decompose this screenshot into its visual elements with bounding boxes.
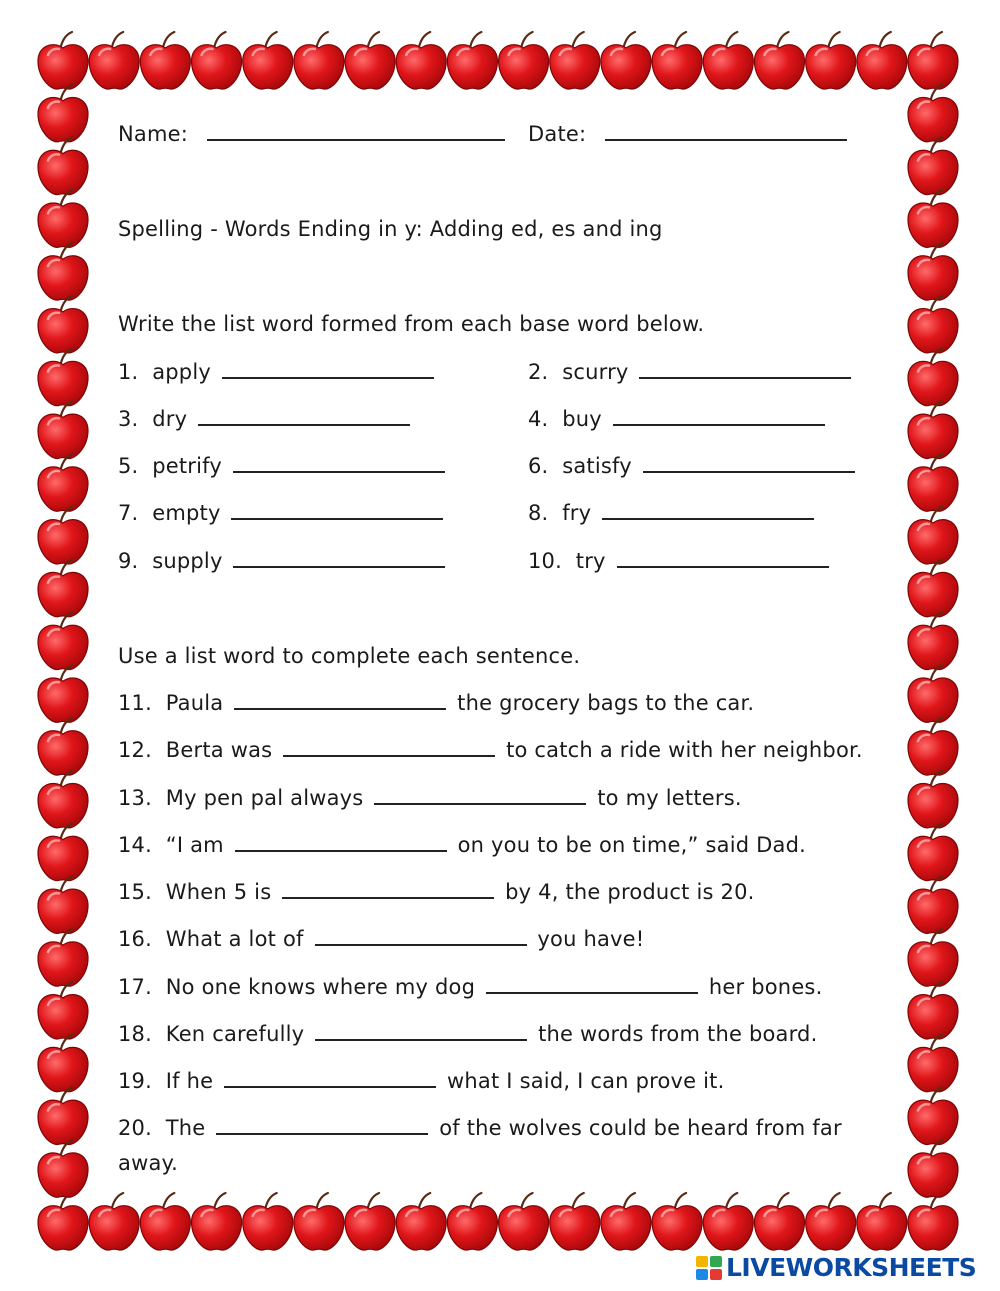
apple-icon — [345, 32, 395, 89]
sentence-start: “I am — [165, 833, 224, 857]
apple-icon — [38, 1140, 88, 1197]
word-item — [528, 409, 829, 430]
answer-blank[interactable] — [234, 707, 446, 710]
apple-icon — [396, 32, 446, 89]
sentence-end: of the wolves could be heard from far away. — [118, 1116, 842, 1175]
word-item — [118, 362, 438, 383]
apple-icon — [754, 32, 804, 89]
apple-icon — [908, 1140, 958, 1197]
apple-icon — [447, 32, 497, 89]
apple-icon — [908, 560, 958, 617]
apple-icon — [550, 1193, 600, 1250]
sentence-end: on you to be on time,” said Dad. — [457, 833, 807, 857]
base-word: satisfy — [562, 454, 632, 478]
sentence-end: what I said, I can prove it. — [447, 1069, 725, 1093]
word-item — [528, 362, 855, 383]
item-number: 1. — [118, 360, 139, 384]
answer-blank[interactable] — [374, 802, 586, 805]
answer-blank[interactable] — [235, 849, 447, 852]
apple-icon — [908, 454, 958, 511]
apple-icon — [38, 32, 88, 89]
apple-icon — [38, 982, 88, 1039]
item-number: 17. — [118, 975, 152, 999]
answer-blank[interactable] — [602, 517, 814, 520]
sentence-end: to catch a ride with her neighbor. — [506, 738, 863, 762]
apple-icon — [38, 138, 88, 195]
word-item — [528, 551, 833, 572]
item-number: 14. — [118, 833, 152, 857]
apple-icon — [192, 32, 242, 89]
apple-icon — [38, 454, 88, 511]
apple-icon — [908, 190, 958, 247]
sentence-start: The — [165, 1116, 206, 1140]
apple-icon — [38, 560, 88, 617]
base-word: apply — [152, 360, 211, 384]
item-number: 19. — [118, 1069, 152, 1093]
sentence-item — [118, 977, 822, 998]
brand-name: LIVEWORKSHEETS — [726, 1253, 977, 1282]
sentence-end: the words from the board. — [538, 1022, 818, 1046]
sentence-end: to my letters. — [597, 786, 742, 810]
liveworksheets-logo-icon — [696, 1256, 722, 1280]
apple-icon — [38, 1035, 88, 1092]
item-number: 13. — [118, 786, 152, 810]
section2-instructions: Use a list word to complete each sentence. — [118, 644, 581, 668]
base-word: petrify — [152, 454, 223, 478]
sentence-start: Berta was — [165, 738, 273, 762]
apple-icon — [806, 1193, 856, 1250]
sentence-start: When 5 is — [165, 880, 272, 904]
apple-icon — [908, 507, 958, 564]
sentence-start: No one knows where my dog — [165, 975, 476, 999]
apple-icon — [703, 32, 753, 89]
base-word: fry — [562, 501, 592, 525]
sentence-item — [118, 693, 754, 714]
apple-icon — [754, 1193, 804, 1250]
sentence-end: the grocery bags to the car. — [457, 691, 755, 715]
apple-icon — [550, 32, 600, 89]
date-blank[interactable] — [605, 138, 847, 141]
word-item — [118, 503, 447, 524]
word-item — [528, 456, 859, 477]
apple-icon — [601, 32, 651, 89]
answer-blank[interactable] — [315, 1038, 527, 1041]
word-item — [528, 503, 818, 524]
apple-icon — [908, 929, 958, 986]
item-number: 18. — [118, 1022, 152, 1046]
answer-blank[interactable] — [233, 565, 445, 568]
answer-blank[interactable] — [613, 423, 825, 426]
item-number: 20. — [118, 1116, 152, 1140]
apple-icon — [908, 401, 958, 458]
apple-icon — [140, 1193, 190, 1250]
answer-blank[interactable] — [486, 991, 698, 994]
sentence-end: you have! — [537, 927, 645, 951]
apple-icon — [447, 1193, 497, 1250]
sentence-start: Ken carefully — [165, 1022, 305, 1046]
apple-icon — [908, 349, 958, 406]
apple-icon — [652, 32, 702, 89]
sentence-item — [118, 740, 863, 761]
section1-instructions: Write the list word formed from each base word below. — [118, 312, 705, 336]
sentence-item — [118, 835, 806, 856]
apple-icon — [345, 1193, 395, 1250]
apple-icon — [38, 85, 88, 142]
apple-icon — [89, 32, 139, 89]
apple-icon — [243, 1193, 293, 1250]
apple-icon — [908, 824, 958, 881]
apple-icon — [38, 613, 88, 670]
liveworksheets-brand — [696, 1252, 996, 1284]
sentence-item — [118, 1111, 858, 1181]
item-number: 10. — [528, 549, 562, 573]
base-word: empty — [152, 501, 221, 525]
apple-icon — [908, 771, 958, 828]
apple-icon — [89, 1193, 139, 1250]
apple-icon — [908, 1035, 958, 1092]
apple-icon — [908, 718, 958, 775]
sentence-end: her bones. — [708, 975, 823, 999]
sentence-start: My pen pal always — [165, 786, 364, 810]
item-number: 6. — [528, 454, 549, 478]
base-word: scurry — [562, 360, 629, 384]
apple-icon — [38, 1087, 88, 1144]
apple-icon — [908, 1087, 958, 1144]
apple-icon — [499, 1193, 549, 1250]
answer-blank[interactable] — [639, 376, 851, 379]
base-word: buy — [562, 407, 602, 431]
base-word: try — [575, 549, 606, 573]
answer-blank[interactable] — [224, 1085, 436, 1088]
apple-icon — [908, 876, 958, 933]
answer-blank[interactable] — [617, 565, 829, 568]
item-number: 9. — [118, 549, 139, 573]
apple-icon — [908, 85, 958, 142]
apple-icon — [908, 138, 958, 195]
item-number: 11. — [118, 691, 152, 715]
sentence-item — [118, 788, 742, 809]
item-number: 12. — [118, 738, 152, 762]
item-number: 2. — [528, 360, 549, 384]
answer-blank[interactable] — [231, 517, 443, 520]
date-field — [528, 124, 851, 145]
apple-icon — [294, 32, 344, 89]
apple-icon — [703, 1193, 753, 1250]
apple-icon — [806, 32, 856, 89]
apple-icon — [140, 32, 190, 89]
apple-icon — [38, 1193, 88, 1250]
sentence-item — [118, 882, 755, 903]
answer-blank[interactable] — [216, 1132, 428, 1135]
item-number: 7. — [118, 501, 139, 525]
apple-icon — [908, 243, 958, 300]
apple-icon — [38, 507, 88, 564]
apple-icon — [38, 771, 88, 828]
name-field — [118, 124, 509, 145]
apple-icon — [38, 243, 88, 300]
word-item — [118, 409, 414, 430]
worksheet-title: Spelling - Words Ending in y: Adding ed, es and ing — [118, 217, 663, 241]
apple-icon — [294, 1193, 344, 1250]
item-number: 15. — [118, 880, 152, 904]
sentence-item — [118, 1071, 725, 1092]
apple-icon — [908, 665, 958, 722]
apple-icon — [857, 1193, 907, 1250]
name-label: Name: — [118, 122, 189, 146]
apple-icon — [857, 32, 907, 89]
base-word: supply — [152, 549, 223, 573]
name-blank[interactable] — [207, 138, 505, 141]
apple-icon — [908, 613, 958, 670]
apple-icon — [908, 32, 958, 89]
sentence-end: by 4, the product is 20. — [505, 880, 755, 904]
base-word: dry — [152, 407, 188, 431]
answer-blank[interactable] — [283, 754, 495, 757]
item-number: 16. — [118, 927, 152, 951]
apple-icon — [38, 929, 88, 986]
apple-icon — [38, 349, 88, 406]
item-number: 5. — [118, 454, 139, 478]
answer-blank[interactable] — [198, 423, 410, 426]
apple-icon — [38, 824, 88, 881]
answer-blank[interactable] — [643, 470, 855, 473]
item-number: 4. — [528, 407, 549, 431]
date-label: Date: — [528, 122, 587, 146]
apple-icon — [192, 1193, 242, 1250]
sentence-start: If he — [165, 1069, 214, 1093]
apple-icon — [601, 1193, 651, 1250]
apple-icon — [908, 1193, 958, 1250]
sentence-start: Paula — [165, 691, 224, 715]
item-number: 3. — [118, 407, 139, 431]
apple-icon — [38, 401, 88, 458]
word-item — [118, 551, 449, 572]
apple-icon — [38, 876, 88, 933]
apple-icon — [652, 1193, 702, 1250]
answer-blank[interactable] — [282, 896, 494, 899]
word-item — [118, 456, 449, 477]
apple-icon — [38, 296, 88, 353]
apple-icon — [38, 190, 88, 247]
item-number: 8. — [528, 501, 549, 525]
sentence-item — [118, 929, 644, 950]
apple-icon — [908, 982, 958, 1039]
sentence-start: What a lot of — [165, 927, 304, 951]
apple-icon — [38, 718, 88, 775]
apple-icon — [396, 1193, 446, 1250]
apple-icon — [499, 32, 549, 89]
apple-icon — [38, 665, 88, 722]
apple-icon — [243, 32, 293, 89]
sentence-item — [118, 1024, 817, 1045]
answer-blank[interactable] — [222, 376, 434, 379]
apple-icon — [908, 296, 958, 353]
answer-blank[interactable] — [233, 470, 445, 473]
answer-blank[interactable] — [315, 943, 527, 946]
